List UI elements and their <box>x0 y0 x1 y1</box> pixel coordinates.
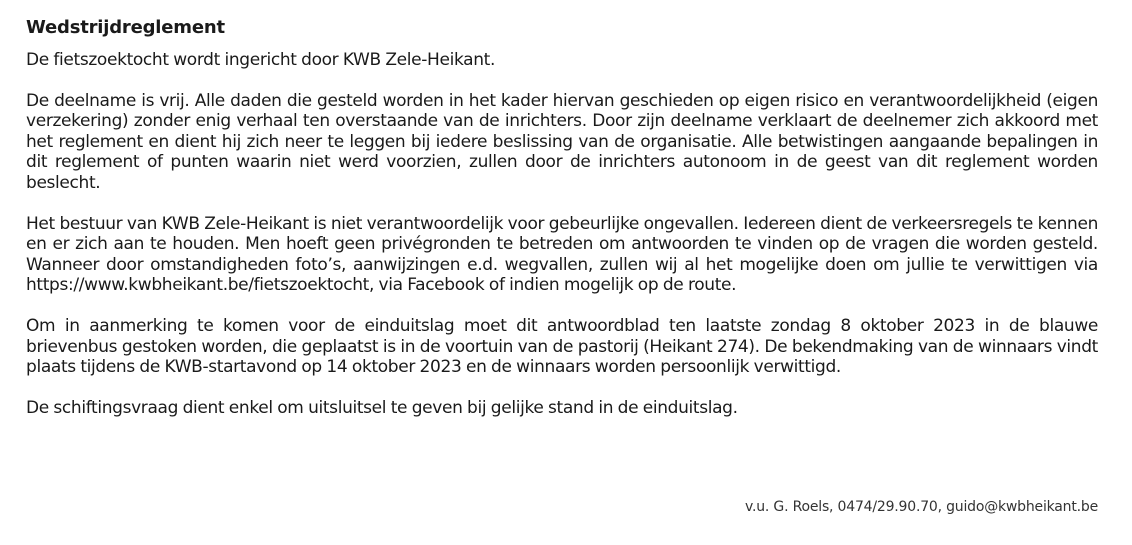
participation-paragraph: De deelname is vrij. Alle daden die gesteld worden in het kader hiervan geschieden op eigen risico en verantwoordelijkheid (eigen verzekering) zonder enig verhaal ten overstaande van de inrichters. Door zijn deelname verklaart de deelnemer zich akkoord met het reglement en dient hij zich neer te leggen bij iedere beslissing van de organisatie. Alle betwistingen aangaande bepalingen in dit reglement of punten waarin niet werd voorzien, zullen door de inrichters autonoom in de geest van dit reglement worden beslecht. <box>26 90 1098 193</box>
rules-document <box>26 16 1098 438</box>
deadline-paragraph: Om in aanmerking te komen voor de einduitslag moet dit antwoordblad ten laatste zondag 8 oktober 2023 in de blauwe brievenbus gestoken worden, die geplaatst is in de voortuin van de pastorij (Heikant 274). De bekendmaking van de winnaars vindt plaats tijdens de KWB-startavond op 14 oktober 2023 en de winnaars worden persoonlijk verwittigd. <box>26 315 1098 378</box>
publisher-contact-footer: v.u. G. Roels, 0474/29.90.70, guido@kwbheikant.be <box>745 499 1098 515</box>
organizer-paragraph: De fietszoektocht wordt ingericht door KWB Zele-Heikant. <box>26 50 496 70</box>
tiebreaker-paragraph: De schiftingsvraag dient enkel om uitsluitsel te geven bij gelijke stand in de einduitslag. <box>26 397 738 418</box>
liability-paragraph: Het bestuur van KWB Zele-Heikant is niet verantwoordelijk voor gebeurlijke ongevallen. Iedereen dient de verkeersregels te kennen en er zich aan te houden. Men hoeft geen privégronden te betreden om antwoorden te vinden op de vragen die worden gesteld. Wanneer door omstandigheden foto’s, aanwijzingen e.d. wegvallen, zullen wij al het mogelijke doen om jullie te verwittigen via https://www.kwbheikant.be/fietszoektocht, via Facebook of indien mogelijk op de route. <box>26 213 1098 296</box>
document-title: Wedstrijdreglement <box>26 17 225 38</box>
